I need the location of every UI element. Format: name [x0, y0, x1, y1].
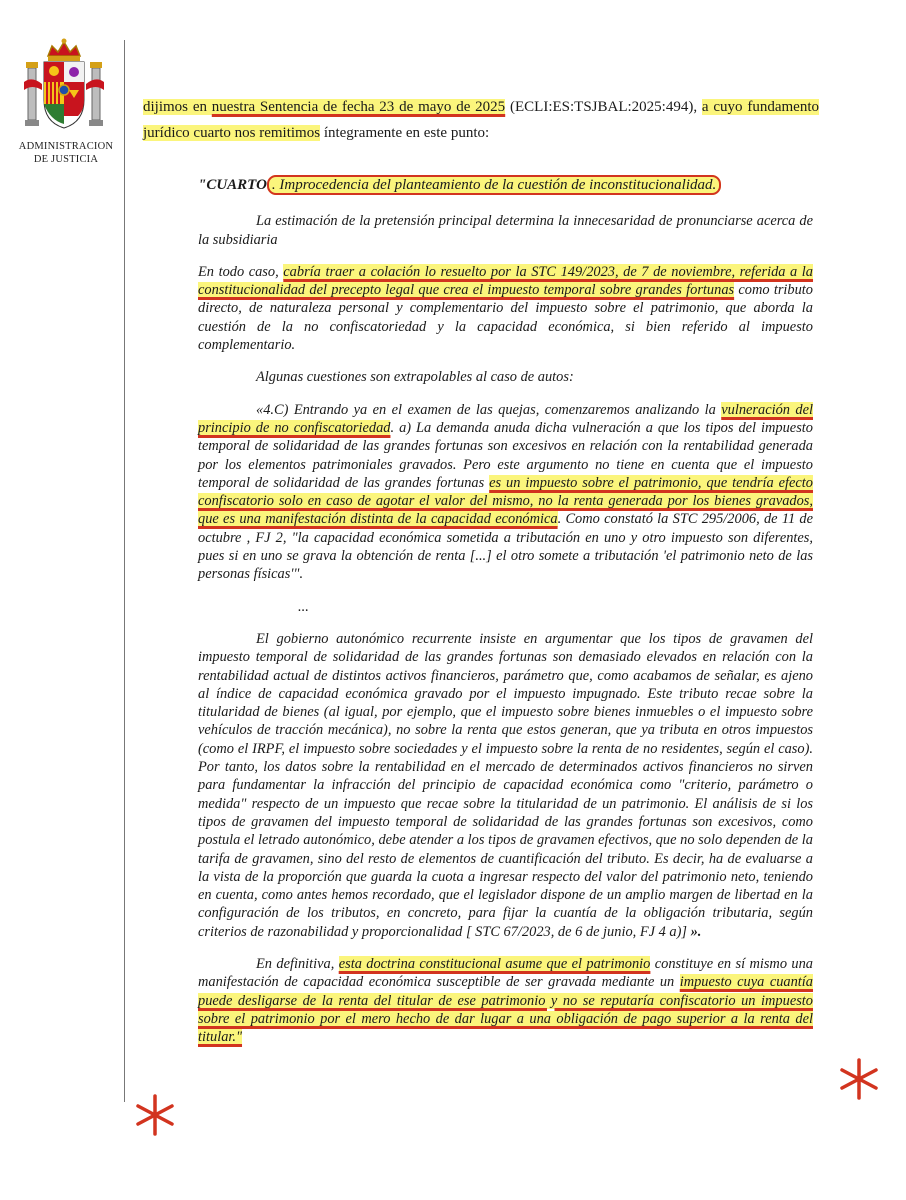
right-asterisk-icon: [836, 1056, 882, 1102]
p6-middle: constituye en sí mismo una manifestación de capacidad económica susceptible de ser gravada mediante un: [198, 955, 813, 991]
intro-ecli: (ECLI:ES:TSJBAL:2025:494),: [505, 99, 702, 115]
emblem-caption: [8, 140, 124, 166]
p4-lead: «4.C) Entrando ya en el examen de las quejas, comenzaremos analizando la: [256, 401, 722, 418]
quote-paragraph-2: [198, 263, 813, 354]
p2-rest: como tributo directo, de naturaleza personal y complementario del impuesto sobre el patrimonio, que aborda la cuestión de la no confiscatoriedad y la capacidad económica, si bien referido al impuesto complementario.: [198, 282, 814, 354]
p2-lead: En todo caso,: [198, 263, 284, 280]
p6-highlight-conclusion: impuesto cuya cuantía puede desligarse de la renta del titular de ese patrimonio y no se reputaría confiscatorio un impuesto sobre el patrimonio por el mero hecho de dar lugar a una obligación de pago superior a la renta del titular.": [198, 974, 813, 1046]
p5-body: El gobierno autonómico recurrente insiste en argumentar que los tipos de gravamen del impuesto temporal de solidaridad de las grandes fortunas son demasiado elevados en relación con la rentabilidad actual de distintos activos financieros, parámetro que, como acabamos de señalar, es ajeno al índice de capacidad económica gravado por el impuesto impugnado. Este tributo recae sobre la titularidad de bienes (al igual, por ejemplo, que el impuesto sobre bienes inmuebles o el impuesto sobre vehículos de tracción mecánica), no sobre la renta que estos generan, que ya tributa en otros impuestos (como el IRPF, el impuesto sobre sociedades y el impuesto sobre la renta de no residentes, según el caso). Por tanto, los datos sobre la rentabilidad en el mercado de determinados activos financieros no sirven para fundamentar la infracción del principio de capacidad económica como "criterio, parámetro o medida" respecto de un impuesto que recae sobre la titularidad de un patrimonio. El análisis de si los tipos de gravamen del impuesto temporal de solidaridad de las grandes fortunas son excesivos, como postula el letrado autonómico, debe atender a los tipos de gravamen efectivos, que no solo dependen de la tarifa de gravamen, sino del resto de elementos de cuantificación del tributo. Es decir, ha de evaluarse a la vista de la proporción que guarda la cuota a ingresar respecto del valor del patrimonio neto, teniendo en cuenta, como antes hemos recordado, que el legislador dispone de un amplio margen de libertad en la configuración de los tributos, en concreto, para fijar la cuantía de la obligación tributaria, según criterios de razonabilidad y proporcionalidad [ STC 67/2023, de 6 de junio, FJ 4 a)]: [198, 630, 813, 940]
quote-paragraph-5: [198, 630, 813, 941]
margin-line: [124, 40, 125, 1102]
quote-heading: [198, 176, 813, 194]
p2-highlight-stc: cabría traer a colación lo resuelto por la STC 149/2023, de 7 de noviembre, referida a la constitucionalidad del precepto legal que crea el impuesto temporal sobre grandes fortunas: [198, 263, 814, 299]
quote-paragraph-6: [198, 955, 813, 1046]
heading-title: . Improcedencia del planteamiento de la cuestión de inconstitucionalidad.: [267, 175, 721, 195]
intro-paragraph: [143, 94, 819, 146]
p4-rest: . Como constató la STC 295/2006, de 11 de octubre , FJ 2, "la capacidad económica sometida a tributación en uno y otro impuesto son diferentes, pues si en uno se grava la obtención de renta [...] el otro somete a tributación 'el patrimonio neto de las personas físicas'".: [198, 511, 814, 583]
intro-text-1: dijimos en: [143, 99, 212, 115]
p4-highlight-principle: vulneración del principio de no confiscatoriedad: [198, 401, 813, 436]
p5-close-quote: ».: [690, 923, 702, 940]
quote-ellipsis: ...: [298, 598, 309, 615]
p6-highlight-doctrine: esta doctrina constitucional asume que el patrimonio: [338, 955, 651, 972]
quoted-ground: [198, 176, 813, 1060]
quote-paragraph-1: La estimación de la pretensión principal determina la innecesaridad de pronunciarse acerca de la subsidiaria: [198, 213, 813, 248]
coat-of-arms-icon: [22, 38, 106, 134]
caption-line-2: DE JUSTICIA: [33, 154, 99, 165]
p6-lead: En definitiva,: [256, 955, 339, 972]
intro-sentence-reference: nuestra Sentencia de fecha 23 de mayo de 2025: [211, 99, 506, 115]
heading-label: "CUARTO: [198, 177, 267, 193]
left-asterisk-icon: [132, 1092, 178, 1138]
intro-text-5: íntegramente en este punto:: [320, 125, 490, 141]
p4-middle: . a) La demanda anuda dicha vulneración a que los tipos del impuesto temporal de solidaridad de las grandes fortunas son excesivos en relación con la rentabilidad generada por los elementos patrimoniales gravados. Pero este argumento no tiene en cuenta que el impuesto temporal de solidaridad de las grandes fortunas: [198, 419, 813, 491]
quote-paragraph-4: [198, 401, 813, 584]
p4-highlight-patrimony-tax: es un impuesto sobre el patrimonio, que tendría efecto confiscatorio solo en caso de agotar el valor del mismo, no la renta generada por los bienes gravados, que es una manifestación distinta de la capacidad económica: [198, 474, 813, 528]
caption-line-1: ADMINISTRACION: [18, 141, 114, 152]
quote-paragraph-3: Algunas cuestiones son extrapolables al caso de autos:: [256, 369, 574, 386]
intro-remission: a cuyo fundamento jurídico cuarto nos remitimos: [143, 99, 819, 141]
